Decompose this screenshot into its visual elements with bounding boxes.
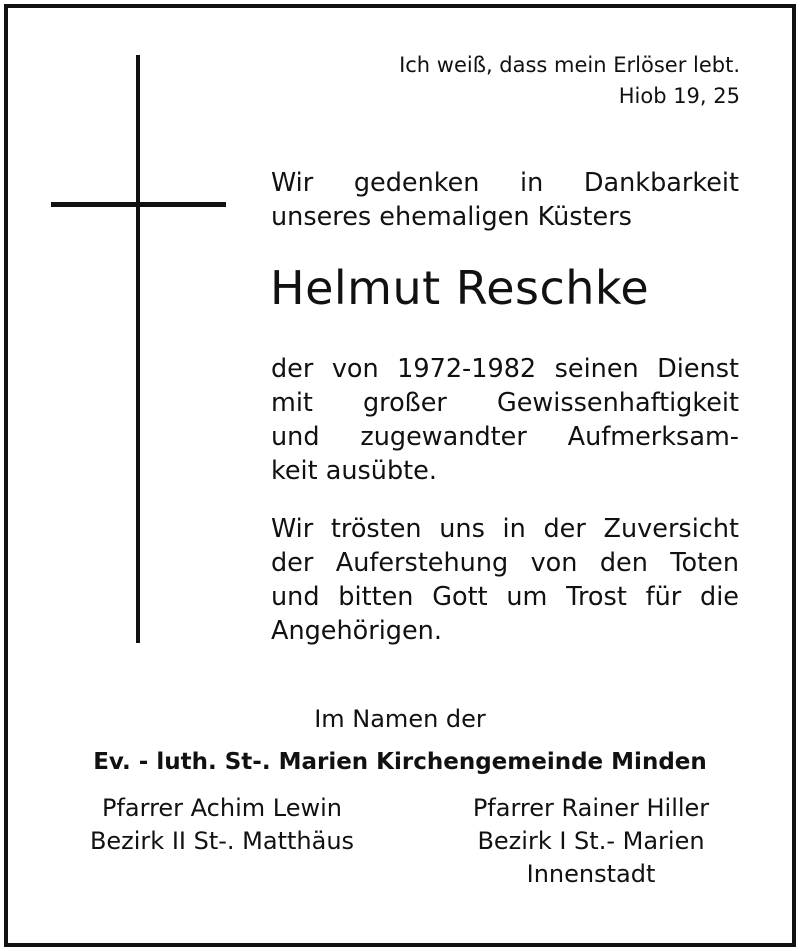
cross-icon-bar [51,202,226,207]
pastor-name: Pfarrer Rainer Hiller [472,794,710,822]
comfort-line: und bitten Gott um Trost für die [271,582,739,612]
bible-verse [399,50,740,112]
verse-reference: Hiob 19, 25 [618,84,740,108]
pastor-name: Pfarrer Achim Lewin [102,794,342,822]
pastor-signature-left [62,792,382,858]
service-text [271,352,739,488]
service-line: der von 1972-1982 seinen Dienst [271,354,739,384]
parish-name: Ev. - luth. St-. Marien Kirchengemeinde Minden [93,749,707,775]
comfort-line: der Auferstehung von den Toten [271,548,739,578]
intro-line: Wir gedenken in Dankbarkeit [271,168,739,198]
pastor-district: Bezirk II St-. Matthäus [89,827,355,855]
pastor-signature-right [438,792,744,891]
service-line: keit ausübte. [271,456,437,486]
service-line: mit großer Gewissenhaftigkeit [271,388,739,418]
service-line: und zugewandter Aufmerksam- [271,422,739,452]
comfort-text [271,512,739,648]
cross-icon [136,55,140,643]
in-name-of: Im Namen der [314,705,486,733]
comfort-line: Wir trösten uns in der Zuversicht [271,514,739,544]
intro-line: unseres ehemaligen Küsters [271,202,632,232]
pastor-area: Innenstadt [526,860,656,888]
intro-text [271,166,739,234]
deceased-name: Helmut Reschke [270,261,650,315]
verse-quote: Ich weiß, dass mein Erlöser lebt. [399,53,740,77]
comfort-line: Angehörigen. [271,616,442,646]
pastor-district: Bezirk I St.- Marien [477,827,705,855]
